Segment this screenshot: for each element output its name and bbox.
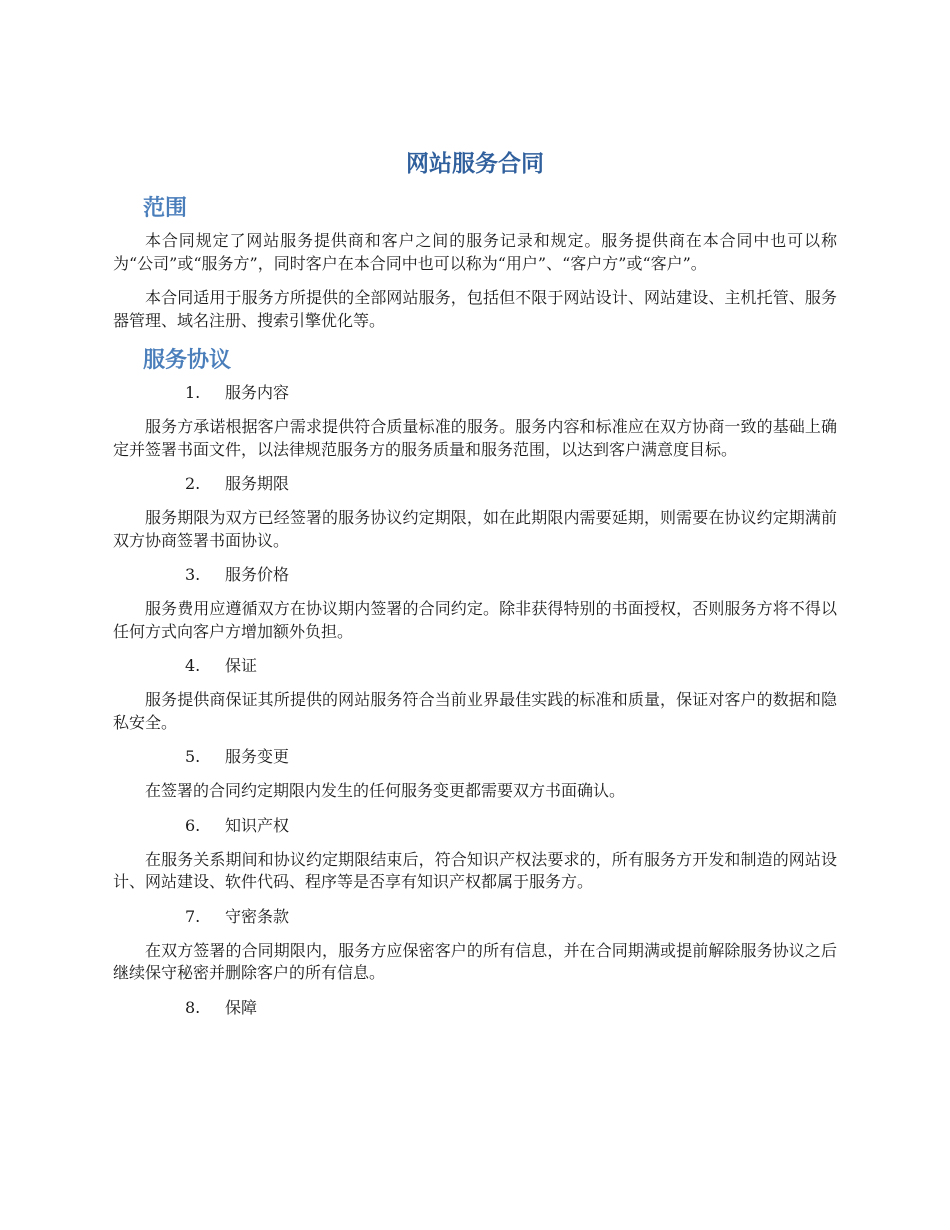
section-heading-scope: 范围 xyxy=(143,196,188,221)
clause-title: 服务期限 xyxy=(225,474,290,493)
clause-heading xyxy=(113,382,837,404)
clause-text: 在服务关系期间和协议约定期限结束后，符合知识产权法要求的，所有服务方开发和制造的网站设计、网站建设、软件代码、程序等是否享有知识产权都属于服务方。 xyxy=(113,849,837,891)
clause-title: 保证 xyxy=(225,656,258,675)
clause-title: 知识产权 xyxy=(225,815,290,835)
clause-text: 服务费用应遵循双方在协议期内签署的合同约定。除非获得特别的书面授权，否则服务方将不得以任何方式向客户方增加额外负担。 xyxy=(113,599,837,641)
clause-text: 在签署的合同约定期限内发生的任何服务变更都需要双方书面确认。 xyxy=(145,781,626,800)
clause-number: 5. xyxy=(185,747,201,766)
clause-title: 服务变更 xyxy=(225,747,290,766)
clause-number: 4. xyxy=(185,656,201,675)
clause-heading xyxy=(113,997,837,1019)
clause-number: 1. xyxy=(185,383,201,402)
clause-heading xyxy=(113,746,837,768)
clause-heading xyxy=(113,906,837,928)
clause-list xyxy=(113,382,837,1019)
clause-text: 服务提供商保证其所提供的网站服务符合当前业界最佳实践的标准和质量，保证对客户的数据和隐私安全。 xyxy=(113,690,837,732)
scope-paragraph: 本合同规定了网站服务提供商和客户之间的服务记录和规定。服务提供商在本合同中也可以称为“公司”或“服务方”，同时客户在本合同中也可以称为“用户”、“客户方”或“客户”。 xyxy=(113,231,837,273)
clause-title: 服务价格 xyxy=(225,565,290,584)
section-heading-service-agreement: 服务协议 xyxy=(143,348,232,373)
clause-title: 保障 xyxy=(225,997,258,1017)
clause-number: 7. xyxy=(185,906,201,926)
document-page xyxy=(113,148,837,1031)
clause-title: 服务内容 xyxy=(225,383,290,402)
clause-heading xyxy=(113,473,837,495)
clause-number: 2. xyxy=(185,474,201,493)
scope-paragraph: 本合同适用于服务方所提供的全部网站服务，包括但不限于网站设计、网站建设、主机托管、服务器管理、域名注册、搜索引擎优化等。 xyxy=(113,288,837,330)
clause-heading xyxy=(113,655,837,677)
clause-title: 守密条款 xyxy=(225,906,290,926)
clause-heading xyxy=(113,815,837,837)
clause-text: 服务方承诺根据客户需求提供符合质量标准的服务。服务内容和标准应在双方协商一致的基础上确定并签署书面文件，以法律规范服务方的服务质量和服务范围，以达到客户满意度目标。 xyxy=(113,417,837,459)
clause-text: 在双方签署的合同期限内，服务方应保密客户的所有信息，并在合同期满或提前解除服务协议之后继续保守秘密并删除客户的所有信息。 xyxy=(113,940,837,982)
clause-number: 8. xyxy=(185,997,201,1017)
clause-number: 3. xyxy=(185,565,201,584)
clause-text: 服务期限为双方已经签署的服务协议约定期限，如在此期限内需要延期，则需要在协议约定期满前双方协商签署书面协议。 xyxy=(113,508,837,550)
clause-number: 6. xyxy=(185,815,201,835)
page-title: 网站服务合同 xyxy=(406,151,544,177)
clause-heading xyxy=(113,564,837,586)
